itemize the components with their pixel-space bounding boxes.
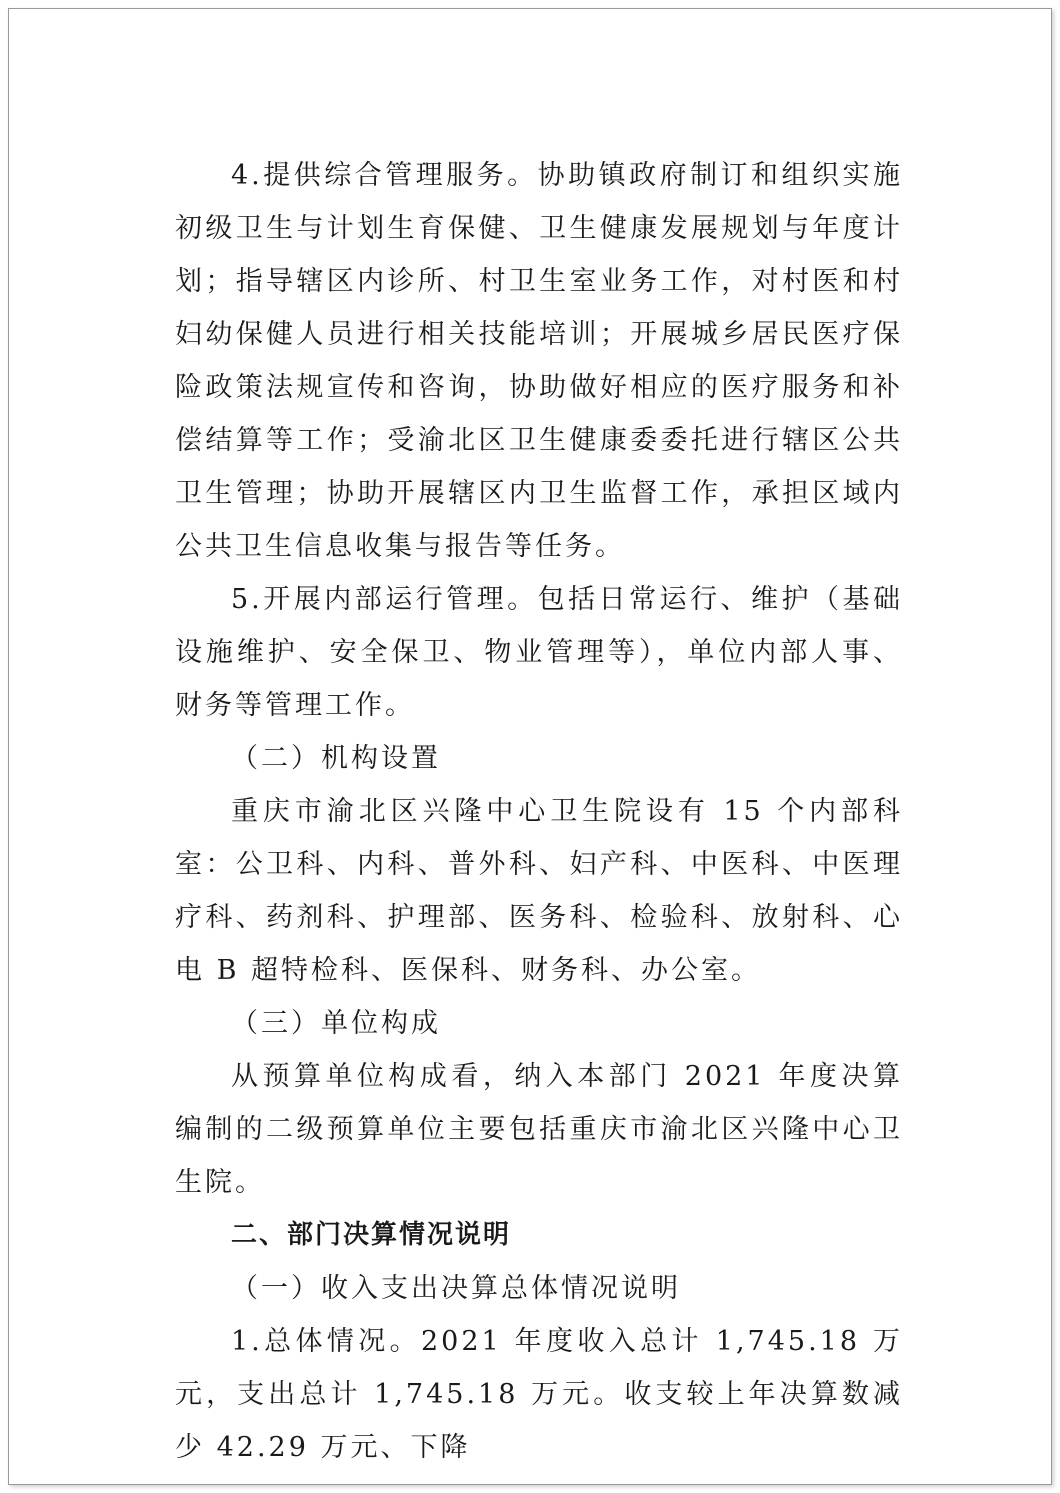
heading-organization-setup: （二）机构设置 bbox=[231, 743, 441, 774]
paragraph-budget-units: 从预算单位构成看，纳入本部门 2021 年度决算编制的二级预算单位主要包括重庆市渝北区兴隆中心卫生院。 bbox=[175, 1061, 903, 1198]
heading-unit-composition: （三）单位构成 bbox=[231, 1008, 441, 1039]
paragraph-internal-operations: 5.开展内部运行管理。包括日常运行、维护（基础设施维护、安全保卫、物业管理等），单位内部人事、财务等管理工作。 bbox=[175, 584, 903, 721]
document-page bbox=[8, 8, 1052, 1485]
document-body bbox=[175, 149, 903, 1474]
paragraph-overall-situation: 1.总体情况。2021 年度收入总计 1,745.18 万元，支出总计 1,745.18 万元。收支较上年决算数减少 42.29 万元、下降 bbox=[175, 1326, 903, 1463]
heading-final-accounts: 二、部门决算情况说明 bbox=[231, 1220, 512, 1250]
paragraph-departments: 重庆市渝北区兴隆中心卫生院设有 15 个内部科室：公卫科、内科、普外科、妇产科、中医科、中医理疗科、药剂科、护理部、医务科、检验科、放射科、心电 B 超特检科、医保科、财务科、办公室。 bbox=[175, 796, 903, 986]
heading-income-expenditure-overview: （一）收入支出决算总体情况说明 bbox=[231, 1273, 681, 1304]
paragraph-comprehensive-management: 4.提供综合管理服务。协助镇政府制订和组织实施初级卫生与计划生育保健、卫生健康发展规划与年度计划；指导辖区内诊所、村卫生室业务工作，对村医和村妇幼保健人员进行相关技能培训；开展城乡居民医疗保险政策法规宣传和咨询，协助做好相应的医疗服务和补偿结算等工作；受渝北区卫生健康委委托进行辖区公共卫生管理；协助开展辖区内卫生监督工作，承担区域内公共卫生信息收集与报告等任务。 bbox=[175, 160, 903, 562]
